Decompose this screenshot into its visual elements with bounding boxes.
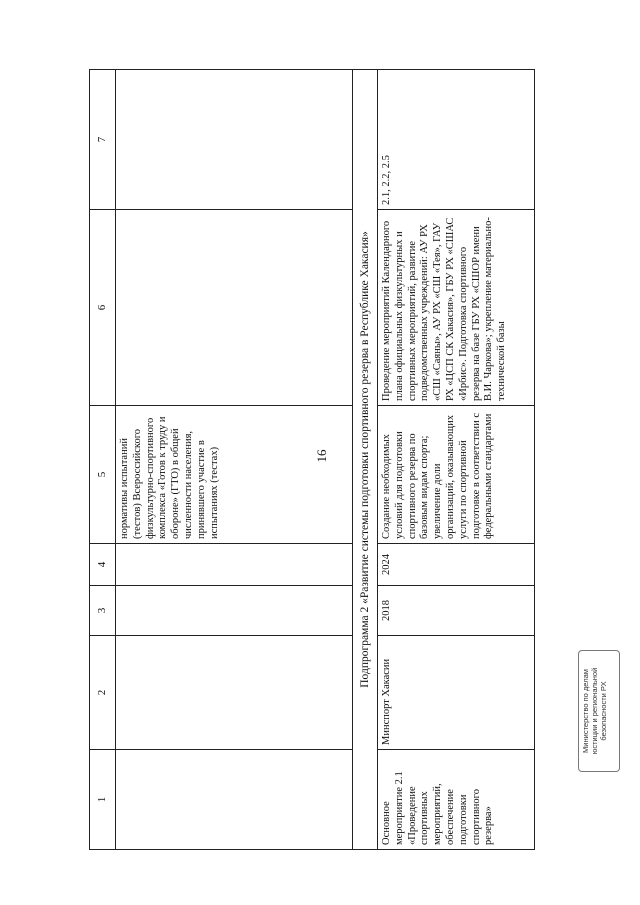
table-cell <box>116 70 353 210</box>
column-number: 2 <box>90 636 116 750</box>
measure-name-cell: Основное мероприятие 2.1 «Проведение спортивных мероприятий, обеспечение подготовки спортивного резерва» <box>378 750 535 850</box>
column-number: 3 <box>90 586 116 636</box>
expected-result-cell: Создание необходимых условий для подготовки спортивного резерва по базовым видам спорта; увеличение доли организаций, оказывающих услуги по спортивной подготовке в соответствии с федеральными стандартами <box>378 406 535 544</box>
program-table <box>89 69 535 850</box>
start-year-cell: 2018 <box>378 586 535 636</box>
indicators-link-cell: 2.1, 2.2, 2.5 <box>378 70 535 210</box>
column-number: 7 <box>90 70 116 210</box>
column-number: 4 <box>90 544 116 586</box>
rotated-table-sheet <box>89 70 599 850</box>
table-cell <box>116 544 353 586</box>
subprogram-row <box>353 70 378 850</box>
column-number-row <box>90 70 116 850</box>
column-number: 6 <box>90 210 116 406</box>
subprogram-title: Подпрограмма 2 «Развитие системы подготовки спортивного резерва в Республике Хакасия» <box>353 70 378 850</box>
page-number: 16 <box>314 449 329 463</box>
table-cell <box>116 586 353 636</box>
column-number: 5 <box>90 406 116 544</box>
end-year-cell: 2024 <box>378 544 535 586</box>
measure-row <box>378 70 535 850</box>
indicator-continuation-cell: нормативы испытаний (тестов) Всероссийского физкультурно-спортивного комплекса «Готов к труду и обороне» (ГТО) в общей численности населения, принявшего участие в испытаниях (тестах) <box>116 406 353 544</box>
table-cell <box>116 750 353 850</box>
continuation-row <box>116 70 353 850</box>
column-number: 1 <box>90 750 116 850</box>
executor-cell: Минспорт Хакасии <box>378 636 535 750</box>
table-cell <box>116 210 353 406</box>
registration-stamp: Министерство по делам юстиции и региональной безопасности РХ <box>578 650 620 772</box>
table-cell <box>116 636 353 750</box>
directions-cell: Проведение мероприятий Календарного плана официальных физкультурных и спортивных мероприятий, развитие подведомственных учреждений: АУ РХ «СШ «Саяны», АУ РХ «СШ «Тея», ГАУ РХ «ЦСП СК Хакасия», ГБУ РХ «СШАС «Ирбис». Подготовка спортивного резерва на базе ГБУ РХ «СШОР имени В.И. Чаркова»; укрепление материально-технической базы <box>378 210 535 406</box>
